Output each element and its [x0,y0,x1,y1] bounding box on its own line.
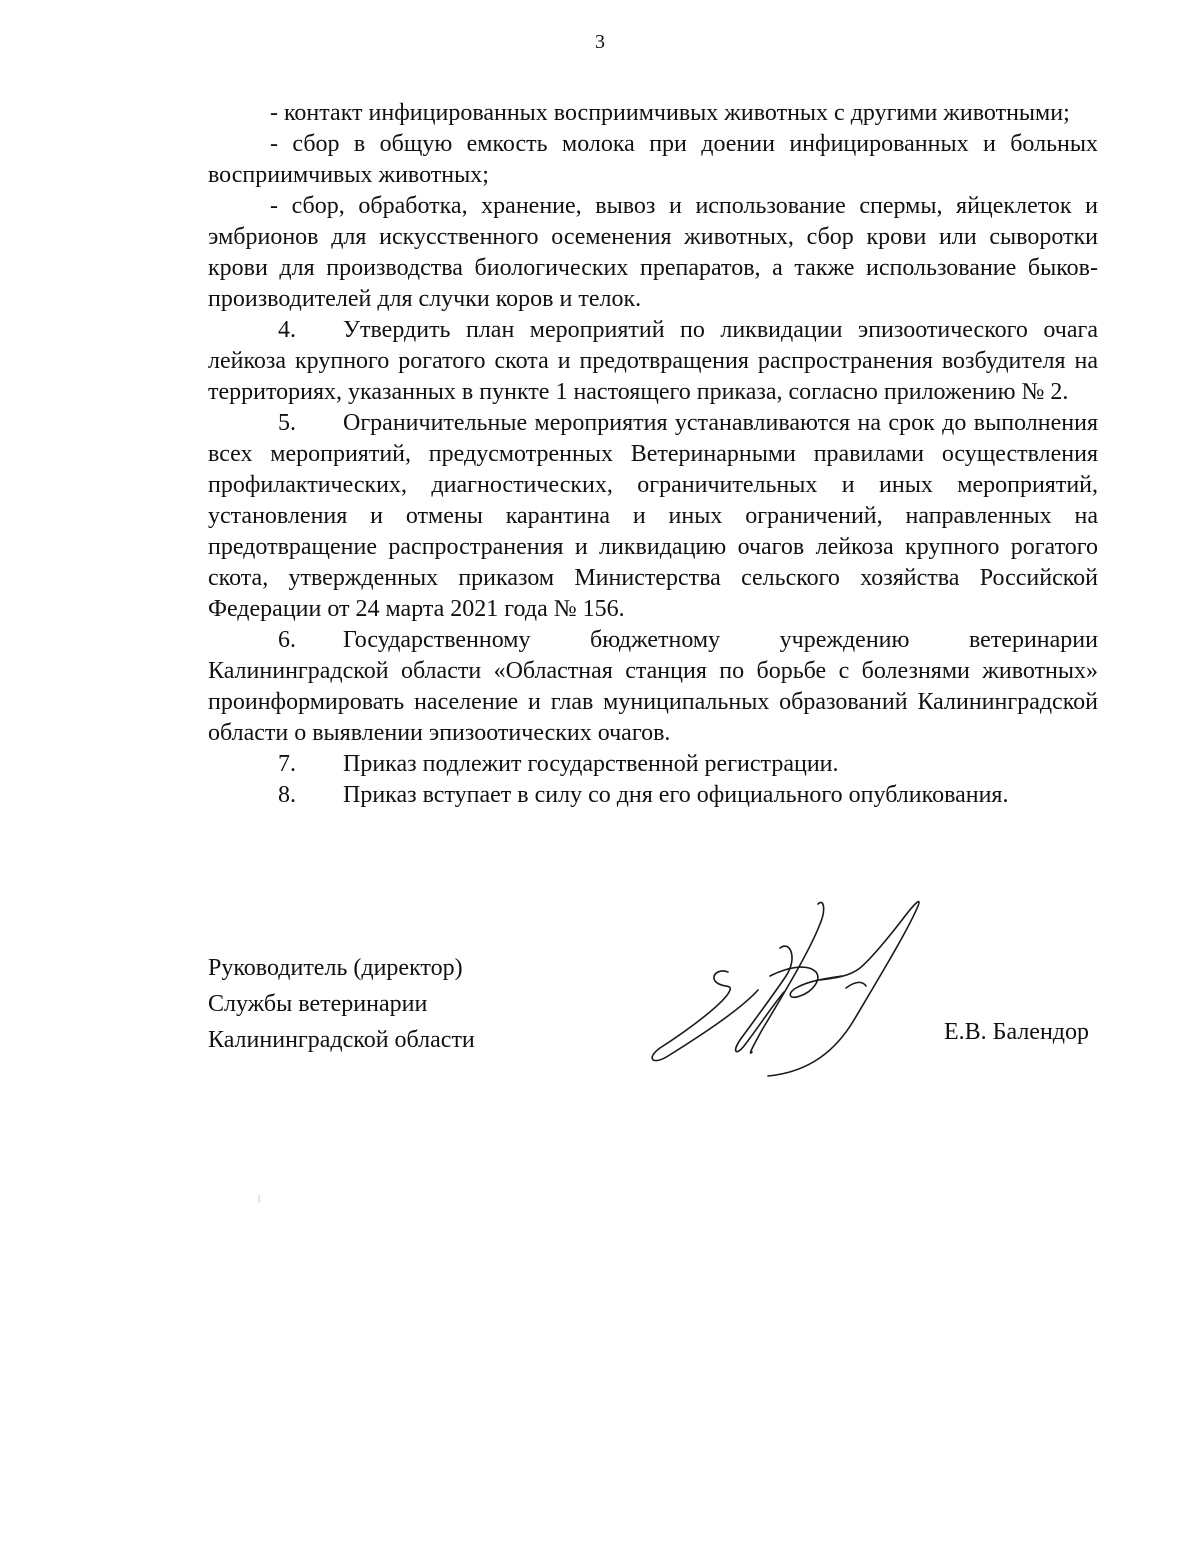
item-text: Приказ подлежит государственной регистрации. [343,751,839,777]
item-number: 8. [278,782,296,808]
position-line: Калининградской области [208,1027,475,1053]
item-text: Государственному бюджетному учреждению ветеринарии Калининградской области «Областная станция по борьбе с болезнями животных» проинформировать население и глав муниципальных образований Калининградской области о выявлении эпизоотических очагов. [208,627,1098,746]
item-text: Ограничительные мероприятия устанавливаются на срок до выполнения всех мероприятий, предусмотренных Ветеринарными правилами осуществления профилактических, диагностических, ограничительных и иных мероприятий, установления и отмены карантина и иных ограничений, направленных на предотвращение распространения и ликвидацию очагов лейкоза крупного рогатого скота, утвержденных приказом Министерства сельского хозяйства Российской Федерации от 24 марта 2021 года № 156. [208,410,1098,622]
handwritten-signature [640,880,940,1080]
document-body [208,98,1098,811]
page-number: 3 [595,31,605,53]
numbered-item-6 [208,625,1098,749]
position-line: Руководитель (директор) [208,955,463,981]
numbered-item-4 [208,315,1098,408]
item-number: 5. [278,410,296,436]
position-line: Службы ветеринарии [208,991,428,1017]
numbered-item-8 [208,780,1098,811]
list-item-dash: - контакт инфицированных восприимчивых животных с другими животными; [270,100,1070,126]
item-number: 6. [278,627,296,653]
numbered-item-7 [208,749,1098,780]
list-item-dash: - сбор, обработка, хранение, вывоз и использование спермы, яйцеклеток и эмбрионов для искусственного осеменения животных, сбор крови или сыворотки крови для производства биологических препаратов, а также использование быков-производителей для случки коров и телок. [208,193,1098,312]
list-item-dash: - сбор в общую емкость молока при доении инфицированных и больных восприимчивых животных; [208,131,1098,188]
item-number: 7. [278,751,296,777]
item-text: Приказ вступает в силу со дня его официального опубликования. [343,782,1009,808]
signatory-position [208,950,475,1058]
numbered-item-5 [208,408,1098,625]
item-text: Утвердить план мероприятий по ликвидации эпизоотического очага лейкоза крупного рогатого скота и предотвращения распространения возбудителя на территориях, указанных в пункте 1 настоящего приказа, согласно приложению № 2. [208,317,1098,405]
item-number: 4. [278,317,296,343]
signer-name: Е.В. Балендор [944,1019,1089,1045]
scan-artifact [258,1195,260,1203]
